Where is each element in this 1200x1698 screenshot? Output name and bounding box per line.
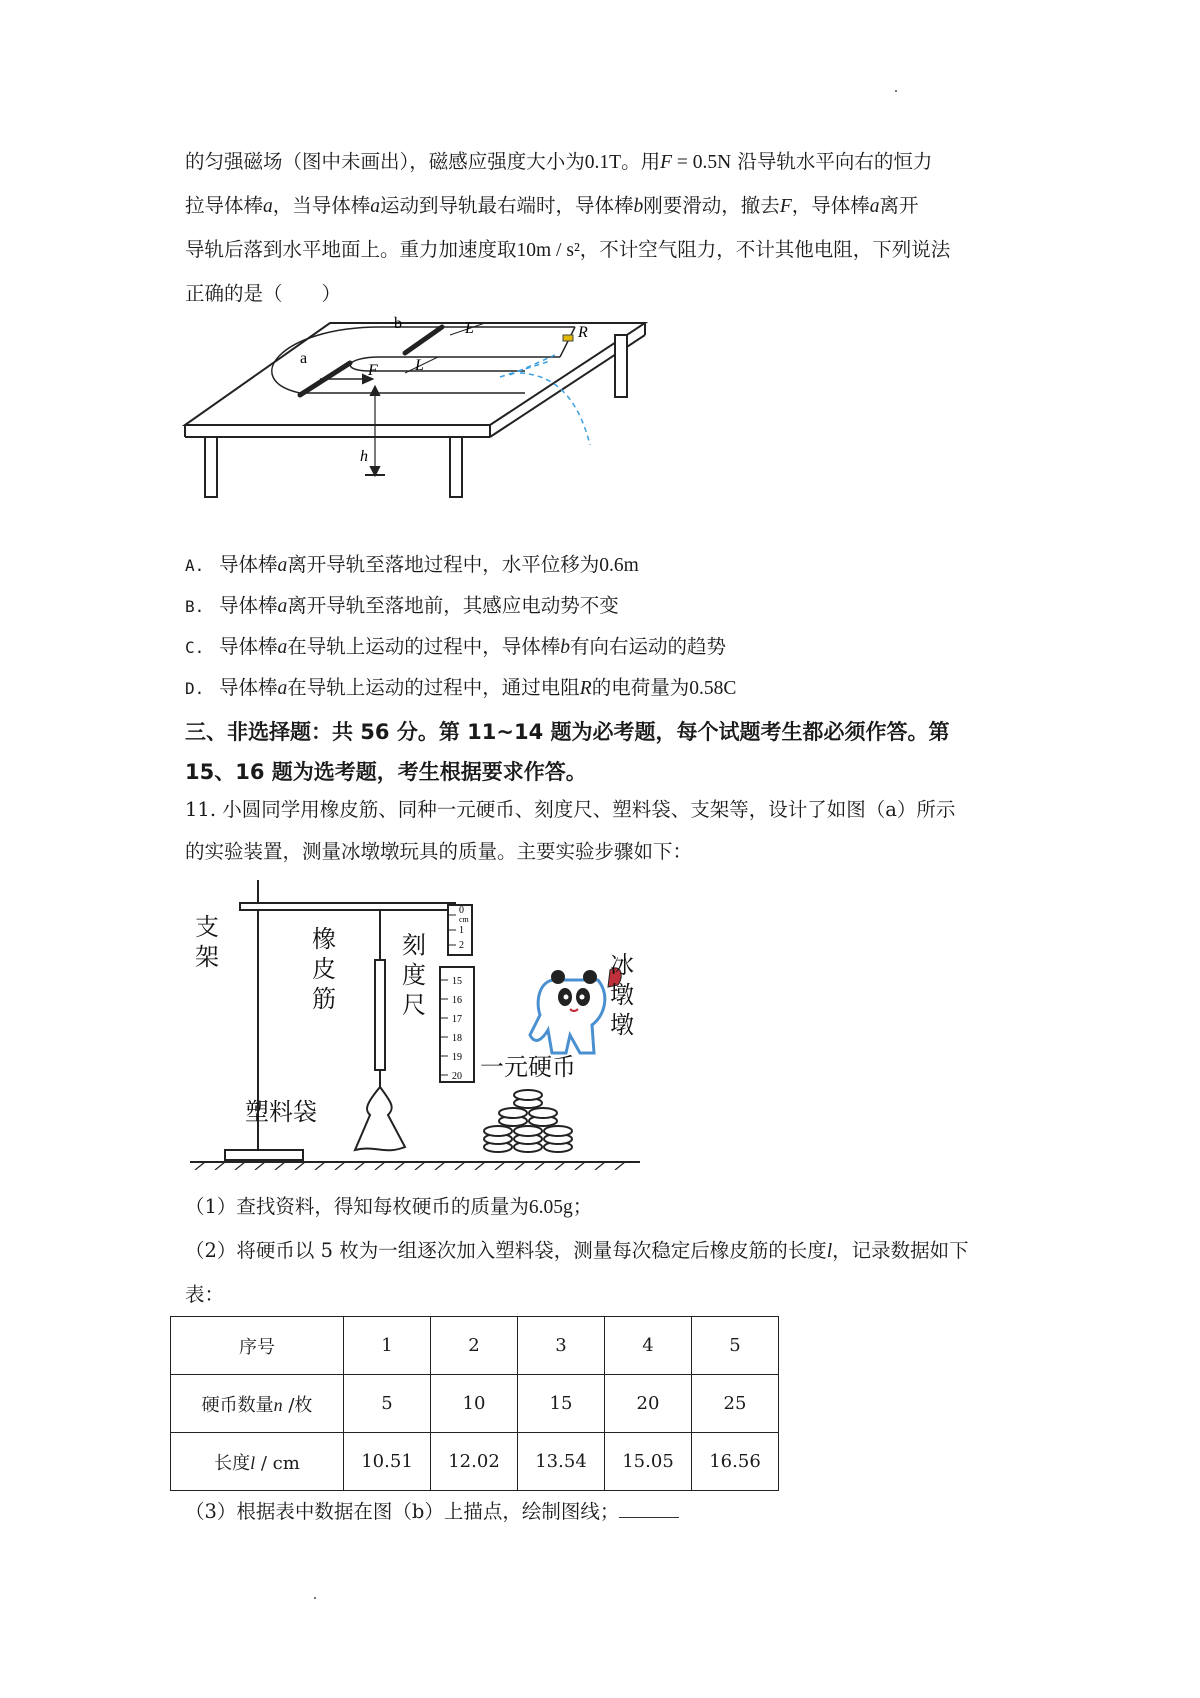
q11-line-1: 11. 小圆同学用橡皮筋、同种一元硬币、刻度尺、塑料袋、支架等，设计了如图（a）所示 (185, 798, 956, 821)
section-3-heading-line-2: 15、16 题为选考题，考生根据要求作答。 (185, 760, 587, 784)
svg-text:16: 16 (452, 995, 462, 1006)
step-2-line-1: （2）将硬币以 5 枚为一组逐次加入塑料袋，测量每次稳定后橡皮筋的长度l，记录数据如下 (185, 1239, 969, 1262)
table-header-coin-count: 硬币数量n /枚 (171, 1375, 344, 1433)
plastic-bag (355, 1087, 405, 1150)
resistor (563, 335, 573, 341)
label-b: b (394, 315, 402, 332)
svg-text:17: 17 (452, 1014, 462, 1025)
stand-base (225, 1150, 303, 1160)
label-ruler-1: 刻 (402, 933, 426, 959)
label-band-1: 橡 (312, 927, 336, 953)
table-header-length: 长度l / cm (171, 1433, 344, 1491)
label-ruler-3: 尺 (402, 993, 426, 1019)
option-D: D. 导体棒a在导轨上运动的过程中，通过电阻R的电荷量为0.58C (185, 676, 737, 699)
table-row: 序号 1 2 3 4 5 (171, 1317, 779, 1375)
intro-line-4: 正确的是（ ） (185, 282, 342, 305)
svg-text:1: 1 (459, 925, 464, 936)
mascot-bing-dwen-dwen (530, 968, 621, 1053)
label-F: F (368, 362, 378, 379)
step-3: （3）根据表中数据在图（b）上描点，绘制图线； (185, 1495, 1025, 1529)
step-2-line-2: 表： (185, 1283, 225, 1306)
svg-text:18: 18 (452, 1033, 462, 1044)
figure-experiment-setup (180, 875, 650, 1170)
rubber-band (375, 960, 385, 1070)
answer-blank[interactable] (619, 1499, 679, 1518)
svg-text:2: 2 (459, 940, 464, 951)
label-L-bottom: L (415, 357, 424, 374)
label-mascot-2: 墩 (610, 983, 634, 1009)
label-R: R (578, 324, 588, 341)
coin-stacks (484, 1090, 572, 1152)
table-header-index: 序号 (171, 1317, 344, 1375)
option-C: C. 导体棒a在导轨上运动的过程中，导体棒b有向右运动的趋势 (185, 635, 727, 658)
q11-line-2: 的实验装置，测量冰墩墩玩具的质量。主要实验步骤如下： (185, 840, 693, 863)
stand-arm (240, 903, 455, 910)
label-a: a (300, 350, 308, 367)
table-top (185, 323, 645, 425)
svg-text:19: 19 (452, 1052, 462, 1063)
table-row: 长度l / cm 10.51 12.02 13.54 15.05 16.56 (171, 1433, 779, 1491)
label-ruler-2: 度 (402, 963, 426, 989)
table-leg-left (205, 437, 217, 497)
label-band-3: 筋 (312, 987, 336, 1013)
intro-line-2: 拉导体棒a，当导体棒a运动到导轨最右端时，导体棒b刚要滑动，撤去F，导体棒a离开 (185, 194, 919, 217)
svg-text:15: 15 (452, 976, 462, 987)
scan-dot-top (895, 90, 897, 92)
data-table (170, 1316, 779, 1491)
svg-text:20: 20 (452, 1071, 462, 1082)
label-mascot-3: 墩 (610, 1013, 634, 1039)
table-row: 硬币数量n /枚 5 10 15 20 25 (171, 1375, 779, 1433)
option-B: B. 导体棒a离开导轨至落地前，其感应电动势不变 (185, 594, 619, 617)
label-band-2: 皮 (312, 957, 336, 983)
intro-line-1: 的匀强磁场（图中未画出），磁感应强度大小为0.1T。用F = 0.5N 沿导轨水平向右的恒力 (185, 150, 933, 173)
label-h: h (360, 448, 368, 465)
table-leg-right (615, 335, 627, 397)
figure-rail-table (180, 315, 660, 500)
step-1: （1）查找资料，得知每枚硬币的质量为6.05g； (185, 1195, 593, 1218)
table-leg-mid (450, 437, 462, 497)
option-A: A. 导体棒a离开导轨至落地过程中，水平位移为0.6m (185, 553, 639, 576)
label-L-top: L (465, 320, 474, 337)
label-stand-1: 支 (195, 915, 219, 941)
label-bag: 塑料袋 (245, 1100, 317, 1126)
label-coin: 一元硬币 (480, 1055, 576, 1081)
scan-dot-bottom (314, 1597, 316, 1599)
label-mascot-1: 冰 (610, 953, 634, 979)
intro-line-3: 导轨后落到水平地面上。重力加速度取10m / s²，不计空气阻力，不计其他电阻，下列说法 (185, 238, 951, 261)
section-3-heading-line-1: 三、非选择题：共 56 分。第 11~14 题为必考题，每个试题考生都必须作答。第 (185, 720, 950, 744)
svg-text:0: 0 (459, 905, 464, 916)
svg-text:cm: cm (459, 915, 469, 924)
label-stand-2: 架 (195, 945, 219, 971)
